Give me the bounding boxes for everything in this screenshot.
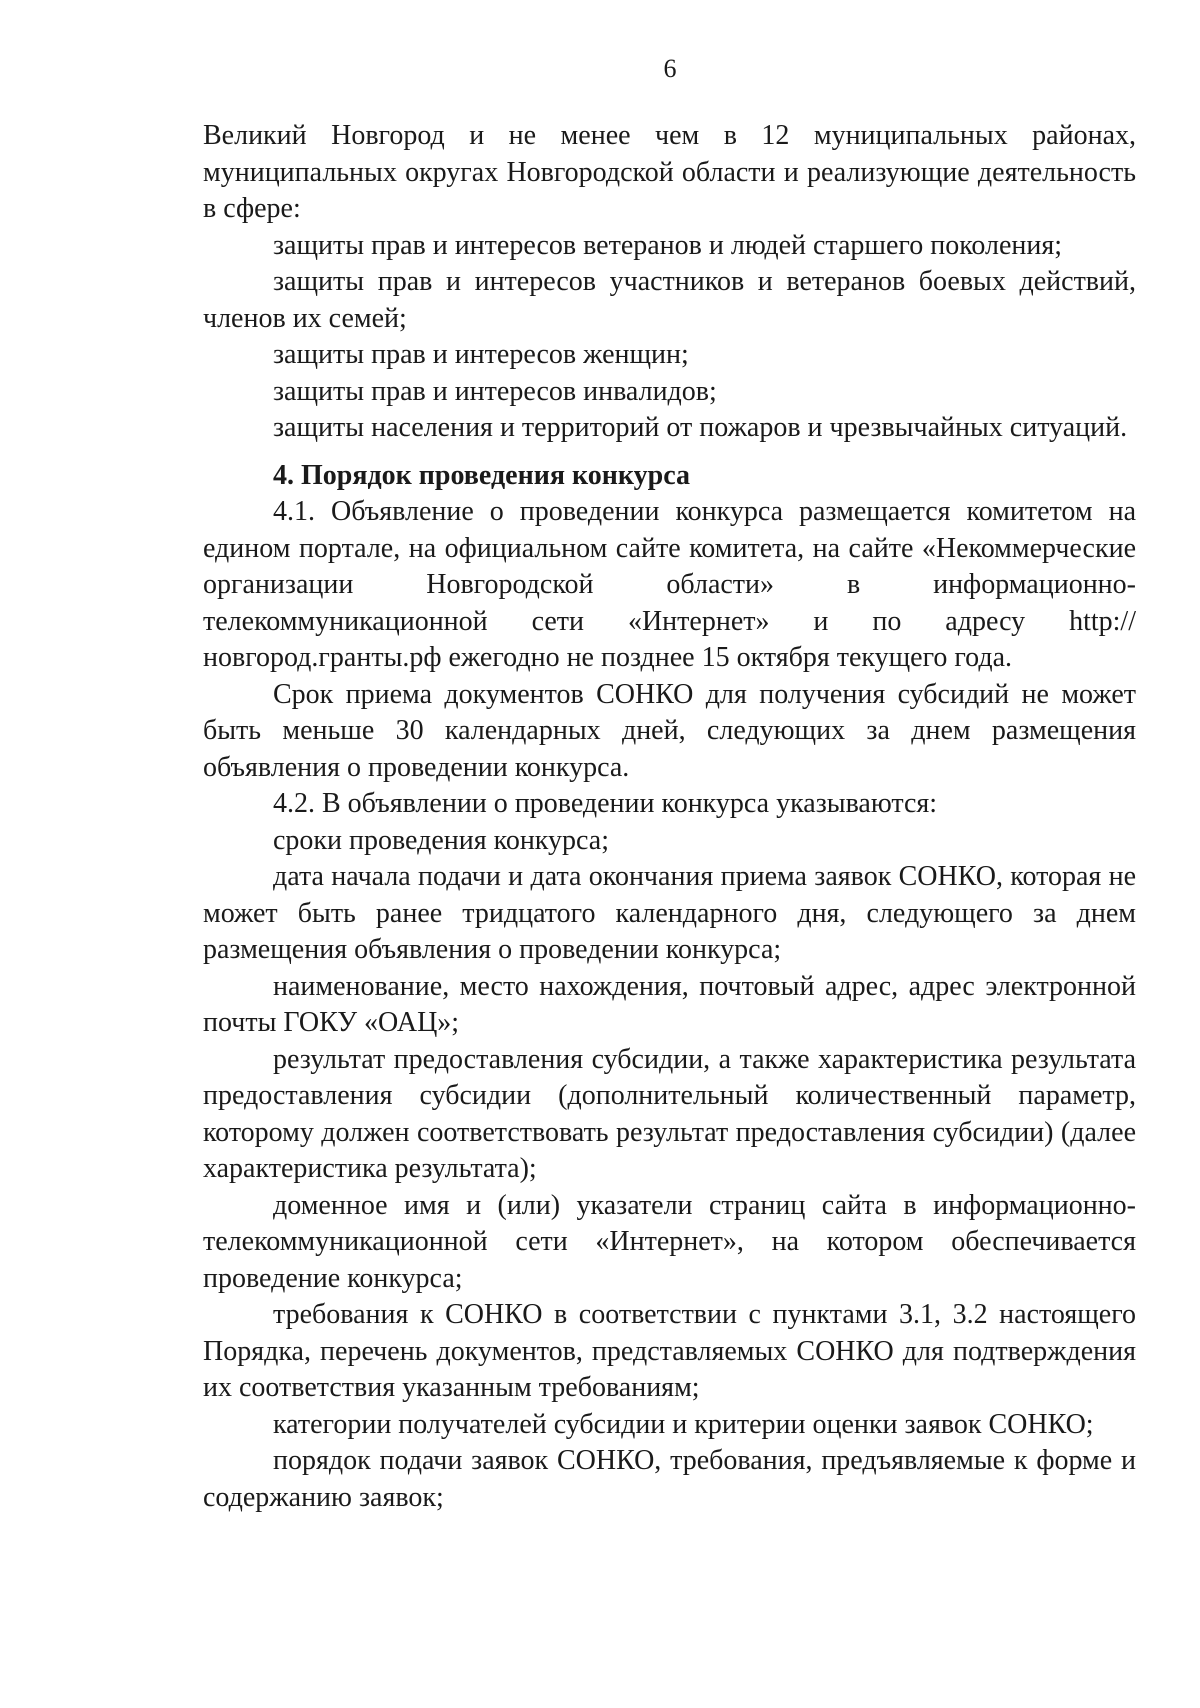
intro-paragraph: Великий Новгород и не менее чем в 12 муниципальных районах, муниципальных округах Новгородской области и реализующие деятельность в сфере: <box>203 120 1136 224</box>
announcement-item-terms: сроки проведения конкурса; <box>273 824 609 856</box>
announcement-item-submission: порядок подачи заявок СОНКО, требования, предъявляемые к форме и содержанию заявок; <box>203 1445 1136 1513</box>
page-number: 6 <box>663 54 677 83</box>
announcement-item-contacts: наименование, место нахождения, почтовый адрес, адрес электронной почты ГОКУ «ОАЦ»; <box>203 970 1136 1038</box>
sphere-item-3: защиты прав и интересов женщин; <box>273 339 689 370</box>
paragraph-deadline: Срок приема документов СОНКО для получения субсидий не может быть меньше 30 календарных дней, следующих за днем размещения объявления о проведении конкурса. <box>203 678 1136 783</box>
sphere-item-4: защиты прав и интересов инвалидов; <box>273 375 717 407</box>
paragraph-4-1: 4.1. Объявление о проведении конкурса размещается комитетом на едином портале, на официальном сайте комитета, на сайте «Некоммерческие организации Новгородской области» в информационно-телекоммуникационной сети «Интернет» и по адресу http://новгород.гранты.рф ежегодно не позднее 15 октября текущего года. <box>203 496 1136 673</box>
sphere-item-1: защиты прав и интересов ветеранов и людей старшего поколения; <box>273 229 1063 261</box>
document-body <box>203 118 1136 1516</box>
sphere-item-2: защиты прав и интересов участников и ветеранов боевых действий, членов их семей; <box>203 266 1136 334</box>
paragraph-4-2: 4.2. В объявлении о проведении конкурса указываются: <box>273 788 938 819</box>
section-heading: 4. Порядок проведения конкурса <box>273 459 690 491</box>
announcement-item-domain: доменное имя и (или) указатели страниц сайта в информационно-телекоммуникационной сети «Интернет», на котором обеспечивается проведение конкурса; <box>203 1189 1136 1294</box>
announcement-item-result: результат предоставления субсидии, а также характеристика результата предоставления субсидии (дополнительный количественный параметр, которому должен соответствовать результат предоставления субсидии) (далее характеристика результата); <box>203 1043 1136 1184</box>
announcement-item-dates: дата начала подачи и дата окончания приема заявок СОНКО, которая не может быть ранее тридцатого календарного дня, следующего за днем размещения объявления о проведении конкурса; <box>203 861 1136 965</box>
announcement-item-categories: категории получателей субсидии и критерии оценки заявок СОНКО; <box>273 1408 1094 1440</box>
sphere-item-5: защиты населения и территорий от пожаров и чрезвычайных ситуаций. <box>273 412 1128 443</box>
announcement-item-requirements: требования к СОНКО в соответствии с пунктами 3.1, 3.2 настоящего Порядка, перечень документов, представляемых СОНКО для подтверждения их соответствия указанным требованиям; <box>203 1299 1136 1403</box>
